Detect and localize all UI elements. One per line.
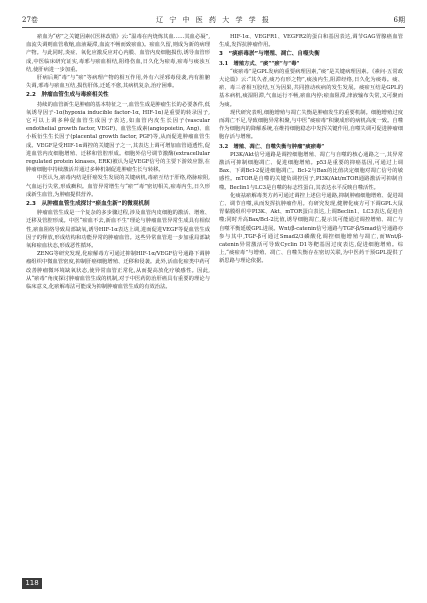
subsection-heading: 3.1 增殖方式、“痰”“瘀”与“毒” <box>219 60 300 67</box>
paragraph: 中医认为,瘀毒内结是肝癌发生发展的关键病机,毒瘀互结于肝络,络脉瘀阻,气血运行失常,形成癥积。血管异常增生与“瘀”“毒”密切相关,瘀毒内生,日久形成新生血管,为肿瘤提供营养。 <box>26 175 210 198</box>
paragraph: PI3K/Akt信号通路是调控细胞增殖、凋亡与自噬的核心通路之一,其异常激活可抑制细胞凋亡、促进细胞增殖。p53是重要的抑癌基因,可通过上调Bax、下调Bcl-2促进细胞凋亡。Bcl-2与Bax的比值决定细胞对凋亡信号的敏感性。mTOR是自噬的关键负调控因子,PI3K/Akt/mTOR通路激活可抑制自噬。Beclin1与LC3是自噬的标志性蛋白,其表达水平反映自噬活性。 <box>219 151 403 191</box>
journal-title: 辽 宁 中 医 药 大 学 学 报 <box>156 16 271 24</box>
section-heading: 2.2 肿瘤血管生成与毒瘀相关性 <box>26 92 109 99</box>
paragraph: 持续的血管新生是肿瘤的基本特征之一,血管生成是肿瘤生长的必要条件,低氧诱导因子-1α(hypoxia inducible factor-1α, HIF-1α)是重要的转录因子,它可以上调多种促血管生成因子表达,如血管内皮生长因子(vascular endothelial growth factor, VEGF)、血管生成素(angiopoietin, Ang)、血小板衍生生长因子(placental growth factor, PGF)等,从而促进肿瘤血管生成。VEGF是受HIF-1α调控的关键因子之一,其表达上调可增加血管通透性,促进血管内皮细胞增殖、迁移和管腔形成。细胞外信号调节激酶(extracellular regulated protein kinases, ERK)被认为是VEGF信号的主要下游效应器,在肿瘤细胞中持续激活并通过多种机制促进肿瘤生长与转移。 <box>26 101 210 174</box>
subsection-heading: 3.2 增殖、凋亡、自噬失衡与肿瘤“痰瘀毒” <box>219 143 325 150</box>
section-heading: 3 “痰瘀毒淤”与增殖、凋亡、自噬失衡 <box>219 51 320 58</box>
paragraph: 化痰祛瘀解毒类方药可通过调控上述信号通路,抑制肿瘤细胞增殖、促进凋亡、调节自噬,从而发挥抗肿瘤作用。有研究发现,健脾化痰方可下调GPL大鼠胃黏膜组织中PI3K、Akt、mTOR蛋白表达,上调Beclin1、LC3表达,促进自噬;同时升高Bax/Bcl-2比值,诱导细胞凋亡,提示其可能通过调控增殖、凋亡与自噬平衡延缓GPL进展。Wnt/β-catenin信号通路与TGF-β/Smad信号通路亦参与其中,TGF-β可通过Smad2/3磷酸化调控细胞增殖与凋亡,而Wnt/β-catenin异常激活可导致Cyclin D1等靶基因过度表达,促进细胞增殖。综上,“痰瘀毒”与增殖、凋亡、自噬失衡存在密切关联,为中医药干预GPL提供了新思路与理论依据。 <box>219 192 403 265</box>
issue-label: 6期 <box>393 16 405 24</box>
volume-label: 27卷 <box>22 16 38 24</box>
paragraph: 瘀血为“痞”之关键因素(《医林改错》云:“温毒在内烧炼其血……其血必凝”,血流失调则血管收缩,血液凝滞,血流不畅而致瘀血)。瘀血久留,则成为新的病理产物。与此同时,炎症、氧化应激反应对心内膜、血管内皮细胞损伤,诱导血管形成,中医临床研究证实,毒邪与瘀血相结,阻络伤血,日久化为瘀毒,瘀毒与痰浊互结,使肝病进一步加重。 <box>26 34 210 73</box>
paragraph: “痰瘀毒”是GPL发病的重要病理因素,“痰”是关键病理因素。《素问·五常政大论篇》云:“其久者,痰乃有形之物”,痰浊内生,阻滞经络,日久化为痰毒。痰、瘀、毒三者相互胶结,互为因果,共同推动疾病的发生发展。痰瘀互结是GPL的基本病机,痰湿阻滞,气血运行不畅,瘀血内停;瘀血阻滞,津液输布失常,又可聚而为痰。 <box>219 68 403 108</box>
paragraph: ZENG等研究发现,化瘀解毒方可通过抑制HIF-1α/VEGF信号通路下调肿瘤组织中微血管密度,抑制肝癌细胞增殖、迁移和侵袭。此外,活血化瘀类中药可改善肿瘤微环境缺氧状态,使异常血管正常化,从而提高放化疗敏感性。因此,从“瘀毒”角度探讨肿瘤血管生成的机制,对于中医药防治肝癌具有重要的理论与临床意义,化瘀解毒法可能成为抑制肿瘤血管生成的有效治法。 <box>26 251 210 291</box>
paragraph: 肝病后期“毒”与“瘀”等病理产物的相互作用,外有六淫邪毒侵袭,内有脏腑失调,邪毒与瘀血互结,损伤肝体,迁延不愈,其病机复杂,治疗困难。 <box>26 75 210 90</box>
page-number: 118 <box>22 578 42 589</box>
page-header <box>22 14 405 26</box>
left-column <box>26 33 210 573</box>
paragraph: 肿瘤血管生成是一个复杂的多步骤过程,涉及血管内皮细胞的激活、增殖、迁移及管腔形成。中医“瘀血不去,新血不生”理论与肿瘤血管异常生成具有相似性,瘀血阻络导致局部缺氧,诱导HIF-1α表达上调,进而促进VEGF等促血管生成因子的释放,形成结构和功能异常的肿瘤血管。这些异常血管进一步加重局部缺氧和瘀血状态,形成恶性循环。 <box>26 210 210 250</box>
section-heading: 2.3 从肿瘤血管生成探讨“瘀血生新”的微观机制 <box>26 201 150 208</box>
header-rule <box>22 27 405 28</box>
paragraph: HIF-1α、VEGFR1、VEGFR2的蛋白和基因表达,调节GAG胃腺癌血管生成,发挥抗肿瘤作用。 <box>219 34 403 49</box>
paragraph: 现代研究表明,细胞增殖与凋亡失衡是肿瘤发生的重要机制。细胞增殖过度而凋亡不足,导致细胞异常积聚,与中医“痰瘀毒”积聚成形的病机高度一致。自噬作为细胞内的降解系统,在维持细胞稳态中发挥关键作用,自噬失调可促进肿瘤细胞存活与增殖。 <box>219 109 403 141</box>
right-column <box>219 33 403 573</box>
